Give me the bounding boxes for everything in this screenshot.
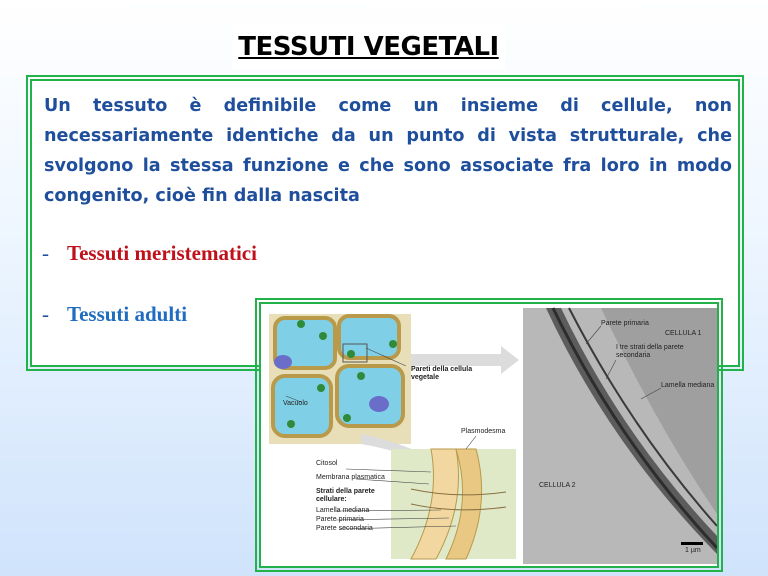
bullet-meristematici <box>42 241 257 266</box>
label-pareti: Pareti della cellula vegetale <box>411 366 473 381</box>
plant-cells-drawing <box>269 314 411 444</box>
label-em-parete-primaria: Parete primaria <box>601 320 649 327</box>
cell-wall-figure <box>259 302 719 568</box>
label-cellula1: CELLULA 1 <box>665 330 702 337</box>
label-tre-strati: I tre strati della parete secondaria <box>616 344 684 359</box>
label-em-lamella: Lamella mediana <box>661 382 715 389</box>
label-cellula2: CELLULA 2 <box>539 482 576 489</box>
label-membrana: Membrana plasmatica <box>316 474 385 481</box>
label-citosol: Citosol <box>316 460 338 467</box>
definition-text: Un tessuto è definibile come un insieme di cellule, non necessariamente identiche da un punto di vista strutturale, che svolgono la stessa funzione e che sono associate fra loro in modo congenito, cioè fin dalla nascita <box>44 96 732 206</box>
label-scale: 1 µm <box>685 547 701 554</box>
bullet-label: Tessuti meristematici <box>67 241 257 265</box>
bullet-dash: - <box>42 302 49 326</box>
label-parete-primaria: Parete primaria <box>316 516 364 523</box>
wall-detail-drawing <box>391 449 516 559</box>
bullet-dash: - <box>42 241 49 265</box>
bullet-adulti <box>42 302 187 327</box>
label-parete-secondaria: Parete secondaria <box>316 525 373 532</box>
bullet-label: Tessuti adulti <box>67 302 188 326</box>
label-strati: Strati della parete cellulare: <box>316 488 375 503</box>
label-vacuolo: Vacuolo <box>283 400 308 407</box>
title-box <box>232 24 505 70</box>
label-plasmodesma: Plasmodesma <box>461 428 506 435</box>
label-lamella-mediana: Lamella mediana <box>316 507 370 514</box>
slide-title: TESSUTI VEGETALI <box>238 32 499 62</box>
